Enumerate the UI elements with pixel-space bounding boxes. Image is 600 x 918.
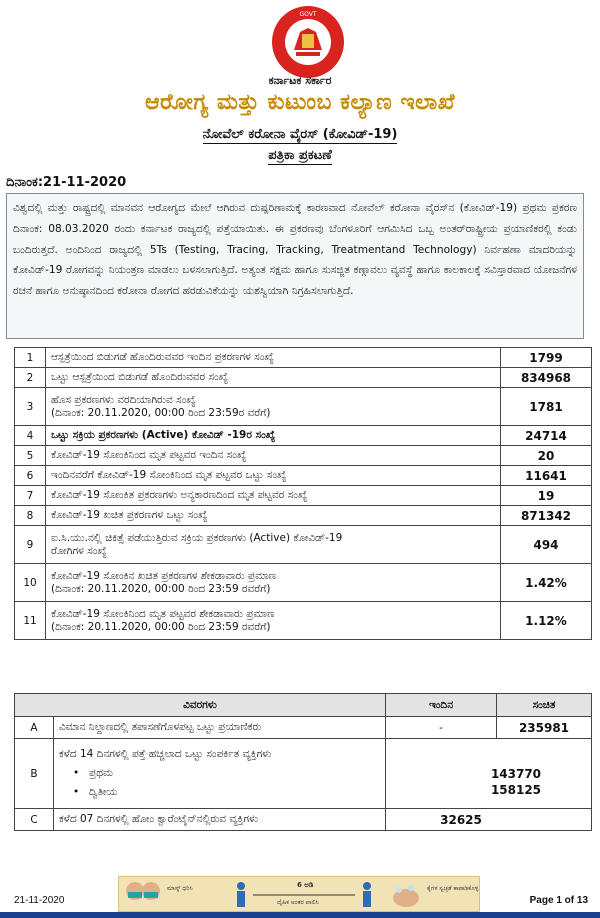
row-description-main: ಐ.ಸಿ.ಯು.ನಲ್ಲಿ ಚಿಕಿತ್ಸೆ ಪಡೆಯುತ್ತಿರುವ ಸಕ್ರಿಯ ಪ್ರಕರಣಗಳು (Active) ಕೋವಿಡ್-19 <box>51 531 343 544</box>
row-description-main: ಕೋವಿಡ್-19 ಖಚಿತ ಪ್ರಕರಣಗಳ ಒಟ್ಟು ಸಂಖ್ಯೆ <box>51 509 208 521</box>
row-label: A <box>15 717 54 739</box>
row-description-main: ಕೋವಿಡ್-19 ಸೋಂಕಿನ ಖಚಿತ ಪ್ರಕರಣಗಳ ಶೇಕಡಾವಾರು ಪ್ರಮಾಣ <box>51 569 277 582</box>
row-description <box>46 426 501 446</box>
row-label: C <box>15 809 54 831</box>
row-value: 1.42% <box>501 564 592 602</box>
table-row <box>15 506 592 526</box>
row-cumulative: 32625 <box>386 809 592 831</box>
row-description-main: ಇಂದಿನವರೆಗೆ ಕೋವಿಡ್-19 ಸೋಂಕಿನಿಂದ ಮೃತ ಪಟ್ಟವರ ಒಟ್ಟು ಸಂಖ್ಯೆ <box>51 469 287 481</box>
row-number: 5 <box>15 446 46 466</box>
svg-text:GOVT: GOVT <box>299 11 317 18</box>
row-value: 871342 <box>501 506 592 526</box>
virus-title: ನೋವೆಲ್ ಕರೋನಾ ವೈರಸ್ (ಕೋವಿಡ್-19) <box>202 127 398 142</box>
header-today: ಇಂದಿನ <box>386 694 497 717</box>
row-number: 2 <box>15 368 46 388</box>
row-value: 834968 <box>501 368 592 388</box>
table-row <box>15 526 592 564</box>
row-value: 24714 <box>501 426 592 446</box>
banner-hands-text: ಕೈಗಳ ಸ್ವಚ್ಛತೆ ಕಾಪಾಡಿಕೊಳ್ಳಿ <box>427 885 479 892</box>
header-cumulative: ಸಂಚಿತ <box>497 694 592 717</box>
row-description <box>46 348 501 368</box>
banner-mask-text: ಮಾಸ್ಕ್ ಧರಿಸಿ <box>167 885 193 892</box>
primary-contacts-label: • ಪ್ರಥಮ <box>59 767 380 780</box>
row-description: ಕಳೆದ 07 ದಿನಗಳಲ್ಲಿ ಹೋಂ ಕ್ವಾರೆಂಟೈನ್‌ನಲ್ಲಿರುವ ವ್ಯಕ್ತಿಗಳು <box>54 809 386 831</box>
table-row <box>15 388 592 426</box>
row-description <box>46 486 501 506</box>
row-value: 494 <box>501 526 592 564</box>
row-number: 9 <box>15 526 46 564</box>
table-row <box>15 717 592 739</box>
contact-tracing-table <box>14 693 592 831</box>
table-row <box>15 466 592 486</box>
hand-wash-icon <box>389 880 423 910</box>
table-row <box>15 739 592 809</box>
covid-awareness-banner <box>118 876 480 912</box>
row-description <box>46 446 501 466</box>
footer-bar <box>0 912 600 918</box>
header-details: ವಿವರಗಳು <box>15 694 386 717</box>
table-row <box>15 446 592 466</box>
row-description <box>46 564 501 602</box>
row-number: 6 <box>15 466 46 486</box>
secondary-contacts-value: 158125 <box>490 782 542 797</box>
row-description-sub: (ದಿನಾಂಕ: 20.11.2020, 00:00 ರಿಂದ 23:59 ರವರೆಗೆ) <box>51 620 271 633</box>
table-row <box>15 348 592 368</box>
row-description <box>46 388 501 426</box>
page-number: Page 1 of 13 <box>529 895 588 906</box>
row-description-sub: (ದಿನಾಂಕ: 20.11.2020, 00:00 ರಿಂದ 23:59 ರವರೆಗೆ) <box>51 582 271 595</box>
row-description <box>46 526 501 564</box>
row-number: 3 <box>15 388 46 426</box>
row-number: 1 <box>15 348 46 368</box>
row-description-main: ಕೋವಿಡ್-19 ಸೋಂಕಿನಿಂದ ಮೃತ ಪಟ್ಟವರ ಇಂದಿನ ಸಂಖ್ಯೆ <box>51 449 247 461</box>
row-today: - <box>386 717 497 739</box>
row-number: 11 <box>15 602 46 640</box>
row-description <box>46 466 501 486</box>
row-number: 4 <box>15 426 46 446</box>
row-description: ವಿಮಾನ ನಿಲ್ದಾಣದಲ್ಲಿ ತಪಾಸಣೆಗೊಳಪಟ್ಟ ಒಟ್ಟು ಪ್ರಯಾಣಿಕರು <box>54 717 386 739</box>
covid-stats-table <box>14 347 592 640</box>
row-description-sub: (ದಿನಾಂಕ: 20.11.2020, 00:00 ರಿಂದ 23:59ರ ವರೆಗೆ) <box>51 406 271 419</box>
row-description <box>46 602 501 640</box>
secondary-contacts-label: • ದ್ವಿತೀಯ <box>59 786 380 799</box>
row-description-main: ಹೊಸ ಪ್ರಕರಣಗಳು ವರದಿಯಾಗಿರುವ ಸಂಖ್ಯೆ <box>51 393 196 406</box>
row-cumulative: 235981 <box>497 717 592 739</box>
row-value: 11641 <box>501 466 592 486</box>
government-name: ಕರ್ನಾಟಕ ಸರ್ಕಾರ <box>268 74 332 87</box>
row-description-main: ಆಸ್ಪತ್ರೆಯಿಂದ ಬಿಡುಗಡೆ ಹೊಂದಿರುವವರ ಇಂದಿನ ಪ್ರಕರಣಗಳ ಸಂಖ್ಯೆ <box>51 351 274 363</box>
department-title: ಆರೋಗ್ಯ ಮತ್ತು ಕುಟುಂಬ ಕಲ್ಯಾಣ ಇಲಾಖೆ <box>144 90 456 115</box>
row-number: 8 <box>15 506 46 526</box>
row-value: 1781 <box>501 388 592 426</box>
press-release-title: ಪತ್ರಿಕಾ ಪ್ರಕಟಣೆ <box>268 148 332 163</box>
row-value: 1799 <box>501 348 592 368</box>
mask-person-icon <box>123 879 163 909</box>
row-label: B <box>15 739 54 809</box>
row-number: 10 <box>15 564 46 602</box>
table-row <box>15 368 592 388</box>
row-description-main: ಒಟ್ಟು ಆಸ್ಪತ್ರೆಯಿಂದ ಬಿಡುಗಡೆ ಹೊಂದಿರುವವರ ಸಂಖ್ಯೆ <box>51 371 229 383</box>
primary-contacts-value: 143770 <box>490 766 542 781</box>
row-description-main: ಒಟ್ಟು ಸಕ್ರಿಯ ಪ್ರಕರಣಗಳು (Active) ಕೋವಿಡ್ -19ರ ಸಂಖ್ಯೆ <box>51 429 276 441</box>
footer-date: 21-11-2020 <box>14 895 65 906</box>
row-value: 20 <box>501 446 592 466</box>
table-row <box>15 486 592 506</box>
row-description: ಕಳೆದ 14 ದಿನಗಳಲ್ಲಿ ಪತ್ತೆ ಹಚ್ಚಲಾದ ಒಟ್ಟು ಸಂಪರ್ಕಿತ ವ್ಯಕ್ತಿಗಳು <box>59 748 272 760</box>
karnataka-seal-icon <box>270 4 346 80</box>
row-description-main: ಕೋವಿಡ್-19 ಸೋಂಕಿನಿಂದ ಮೃತ ಪಟ್ಟವರ ಶೇಕಡಾವಾರು ಪ್ರಮಾಣ <box>51 607 275 620</box>
release-date: ದಿನಾಂಕ:21-11-2020 <box>6 175 127 190</box>
row-value: 19 <box>501 486 592 506</box>
row-description-sub: ರೋಗಿಗಳ ಸಂಖ್ಯೆ <box>51 544 107 557</box>
row-description-main: ಕೋವಿಡ್-19 ಸೋಂಕಿತ ಪ್ರಕರಣಗಳು ಅನ್ಯಕಾರಣದಿಂದ ಮೃತ ಪಟ್ಟವರ ಸಂಖ್ಯೆ <box>51 489 308 501</box>
table-row <box>15 564 592 602</box>
banner-distance-text: 6 ಅಡಿ <box>297 881 314 889</box>
table-row <box>15 809 592 831</box>
table-row <box>15 426 592 446</box>
table-row <box>15 602 592 640</box>
row-description <box>46 368 501 388</box>
row-value: 1.12% <box>501 602 592 640</box>
row-description <box>46 506 501 526</box>
banner-distance-subtext: ದೈಹಿಕ ಅಂತರ ಪಾಲಿಸಿ <box>277 899 319 906</box>
row-number: 7 <box>15 486 46 506</box>
intro-paragraph: ವಿಶ್ವದಲ್ಲಿ ಮತ್ತು ರಾಷ್ಟ್ರದಲ್ಲಿ ಮಾನವನ ಆರೋಗ್ಯದ ಮೇಲೆ ಆಗಿರುವ ದುಷ್ಪರಿಣಾಮಕ್ಕೆ ಕಾರಣವಾದ ನೋವೆಲ್ ಕರೋನಾ ವೈರಸ್‌ನ (ಕೋವಿಡ್-19) ಪ್ರಥಮ ಪ್ರಕರಣ ದಿನಾಂಕ: 08.03.2020 ರಂದು ಕರ್ನಾಟಕ ರಾಜ್ಯದಲ್ಲಿ ಪತ್ತೆಯಾಯಿತು. ಈ ಪ್ರಕರಣವು ಬೆಂಗಳೂರಿಗೆ ಆಗಮಿಸಿದ ಒಬ್ಬ ಅಂತರ್‌ರಾಷ್ಟ್ರೀಯ ಪ್ರಯಾಣಿಕರಲ್ಲಿ ಕಂಡು ಬಂದಿರುತ್ತದೆ. ಅಂದಿನಿಂದ ರಾಜ್ಯದಲ್ಲಿ 5Ts (Testing, Tracing, Tracking, Treatmentand Technology) ನಿರ್ವಹಣಾ ಮಾದರಿಯನ್ನು ಕೋವಿಡ್-19 ರೋಗವನ್ನು ನಿಯಂತ್ರಣ ಮಾಡಲು ಬಳಸಲಾಗುತ್ತಿದೆ. ಅತ್ಯಂತ ಸಕ್ಷಮ ಹಾಗೂ ಸುಸಜ್ಜಿತ ಕಣ್ಗಾವಲು ವ್ಯವಸ್ಥೆ ಹಾಗೂ ಕಾಲಕಾಲಕ್ಕೆ ಸವಿಸ್ತಾರವಾದ ಯೋಜನೆಗಳ ರಚನೆ ಹಾಗೂ ಅನುಷ್ಠಾನದಿಂದ ಕರೋನಾ ರೋಗದ ಹರಡುವಿಕೆಯನ್ನು ಯಶಸ್ವಿಯಾಗಿ ನಿಗ್ರಹಿಸಲಾಗುತ್ತಿದೆ. <box>6 193 584 339</box>
